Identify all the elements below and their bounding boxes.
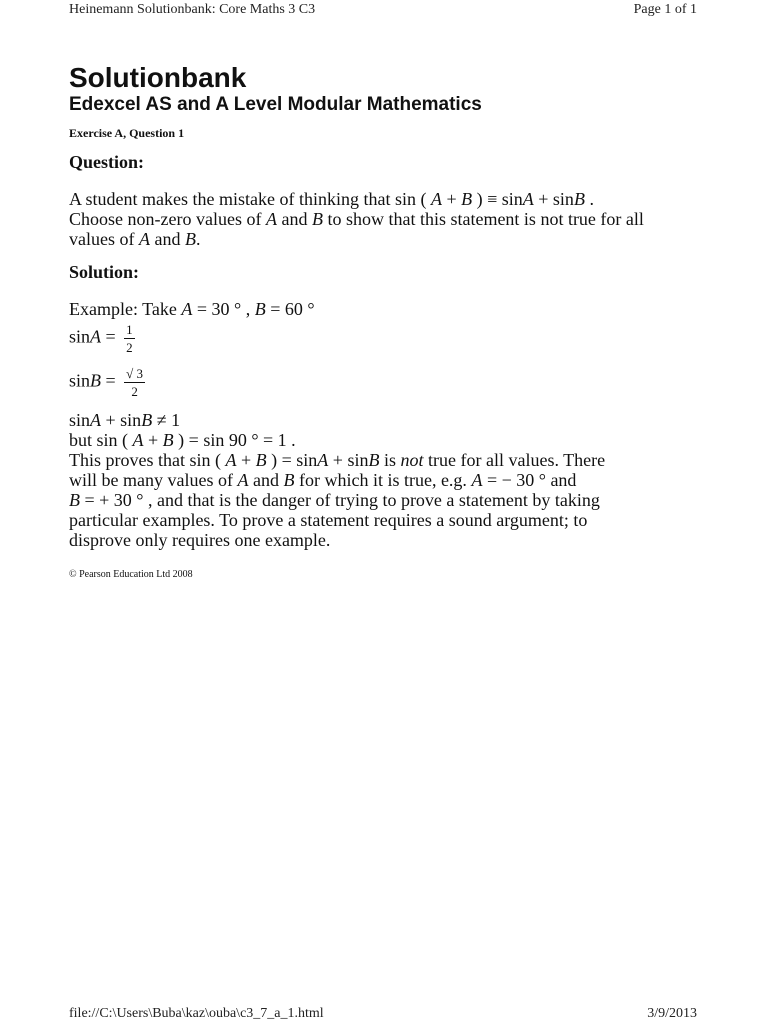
text: ) = sin bbox=[266, 450, 318, 470]
question-line-1 bbox=[69, 189, 594, 210]
exercise-label: Exercise A, Question 1 bbox=[69, 126, 185, 140]
var-b: B bbox=[368, 450, 380, 470]
text: = 60 ° bbox=[265, 299, 315, 319]
text: + bbox=[236, 450, 256, 470]
text: + bbox=[143, 430, 163, 450]
var-a: A bbox=[138, 229, 150, 249]
text: ) = sin 90 ° = 1 . bbox=[173, 430, 296, 450]
text: = − 30 ° and bbox=[482, 470, 577, 490]
text: = + 30 ° , and that is the danger of trying to prove a statement by taking bbox=[80, 490, 600, 510]
text: to show that this statement is not true for all bbox=[322, 209, 644, 229]
var-a: A bbox=[237, 470, 249, 490]
text: sin bbox=[69, 326, 91, 347]
solution-line-proves bbox=[69, 450, 605, 471]
text: ) ≡ sin bbox=[472, 189, 523, 209]
var-b: B bbox=[141, 410, 153, 430]
footer-file-path: file://C:\Users\Buba\kaz\ouba\c3_7_a_1.html bbox=[69, 1006, 324, 1021]
solution-line-but bbox=[69, 430, 296, 451]
brand-subtitle: Edexcel AS and A Level Modular Mathematics bbox=[69, 94, 482, 115]
var-a: A bbox=[90, 410, 102, 430]
numerator: √ 3 bbox=[126, 366, 144, 381]
sin-b-equation bbox=[69, 366, 145, 399]
text: values of bbox=[69, 229, 139, 249]
var-b: B bbox=[184, 229, 196, 249]
question-heading: Question: bbox=[69, 152, 145, 172]
solution-line-disprove: disprove only requires one example. bbox=[69, 530, 331, 550]
var-b: B bbox=[573, 189, 585, 209]
numerator: 1 bbox=[126, 322, 133, 337]
text: + sin bbox=[328, 450, 369, 470]
text: + bbox=[441, 189, 462, 209]
question-line-2 bbox=[69, 209, 644, 230]
var-a: A bbox=[225, 450, 237, 470]
solution-line-particular: particular examples. To prove a statement requires a sound argument; to bbox=[69, 510, 588, 530]
var-b: B bbox=[90, 370, 102, 391]
var-b: B bbox=[311, 209, 323, 229]
denominator: 2 bbox=[131, 384, 138, 399]
header-page-number: Page 1 of 1 bbox=[633, 2, 697, 17]
var-b: B bbox=[255, 450, 267, 470]
var-b: B bbox=[162, 430, 174, 450]
text: sin bbox=[69, 410, 91, 430]
header-source: Heinemann Solutionbank: Core Maths 3 C3 bbox=[69, 2, 316, 17]
text: Choose non-zero values of bbox=[69, 209, 266, 229]
denominator: 2 bbox=[126, 340, 133, 355]
text: true for all values. There bbox=[423, 450, 606, 470]
var-b: B bbox=[461, 189, 473, 209]
text: is bbox=[379, 450, 401, 470]
text: = bbox=[101, 370, 116, 391]
solution-line-many bbox=[69, 470, 576, 491]
solution-line-sum bbox=[69, 410, 180, 431]
question-line-3 bbox=[69, 229, 200, 250]
solution-line-danger bbox=[69, 490, 600, 511]
var-a: A bbox=[265, 209, 277, 229]
text: but sin ( bbox=[69, 430, 133, 450]
text: . bbox=[584, 189, 594, 209]
fraction-root3-over-2 bbox=[124, 366, 145, 399]
text: and bbox=[149, 229, 185, 249]
text: = 30 ° , bbox=[192, 299, 255, 319]
text: for which it is true, e.g. bbox=[294, 470, 472, 490]
var-b: B bbox=[69, 490, 80, 510]
var-a: A bbox=[181, 299, 193, 319]
text: and bbox=[248, 470, 284, 490]
emphasis-not: not bbox=[400, 450, 424, 470]
var-a: A bbox=[90, 326, 102, 347]
solution-example-line bbox=[69, 299, 315, 320]
text: will be many values of bbox=[69, 470, 238, 490]
var-b: B bbox=[254, 299, 266, 319]
text: A student makes the mistake of thinking that sin ( bbox=[69, 189, 431, 209]
text: ≠ 1 bbox=[152, 410, 181, 430]
var-a: A bbox=[471, 470, 483, 490]
brand-title: Solutionbank bbox=[69, 62, 247, 93]
var-a: A bbox=[317, 450, 329, 470]
text: Example: Take bbox=[69, 299, 182, 319]
var-a: A bbox=[132, 430, 144, 450]
footer-date: 3/9/2013 bbox=[647, 1006, 697, 1021]
text: and bbox=[276, 209, 312, 229]
text: This proves that sin ( bbox=[69, 450, 226, 470]
var-a: A bbox=[522, 189, 534, 209]
text: . bbox=[195, 229, 201, 249]
sin-a-equation bbox=[69, 322, 135, 355]
text: + sin bbox=[533, 189, 574, 209]
var-a: A bbox=[430, 189, 442, 209]
fraction-one-half bbox=[124, 322, 135, 355]
text: = bbox=[101, 326, 116, 347]
text: sin bbox=[69, 370, 91, 391]
copyright-notice: © Pearson Education Ltd 2008 bbox=[69, 569, 193, 580]
solution-heading: Solution: bbox=[69, 262, 140, 282]
var-b: B bbox=[283, 470, 295, 490]
text: + sin bbox=[101, 410, 142, 430]
